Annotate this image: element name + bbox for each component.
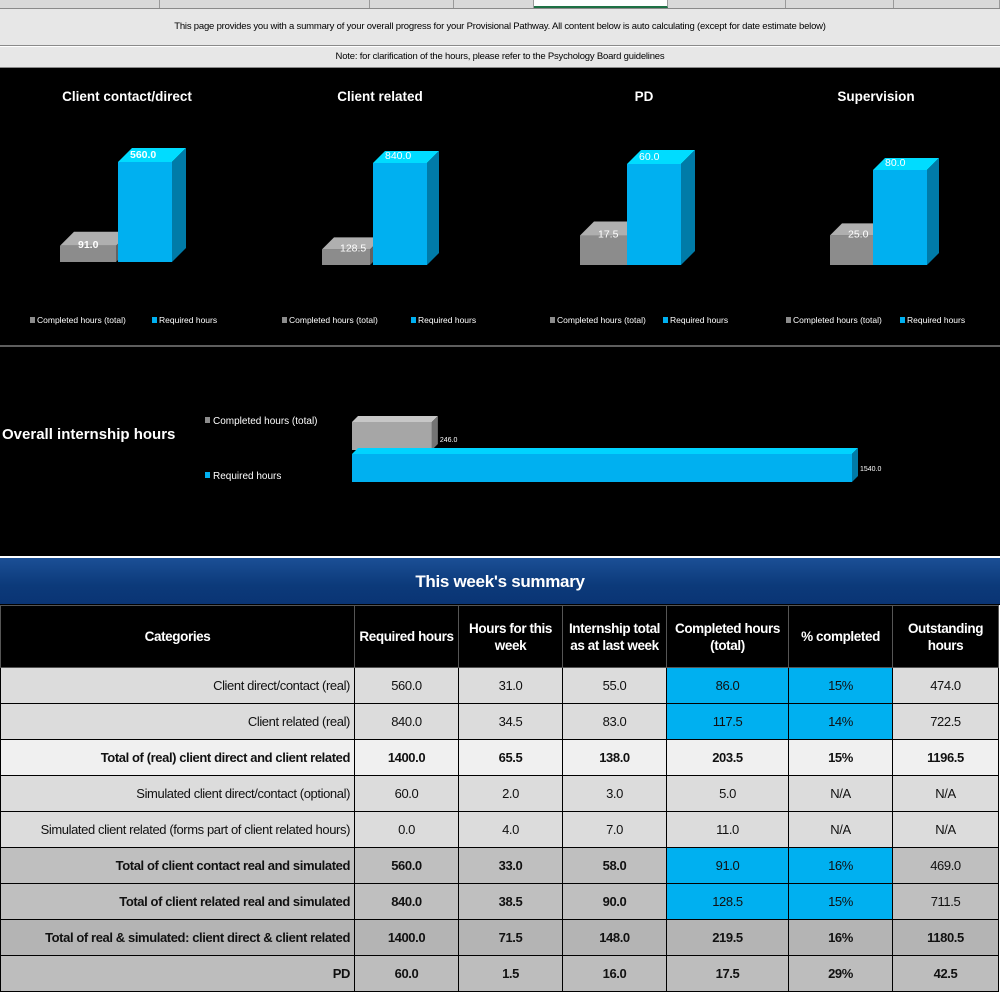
bar-required-0-side — [172, 148, 186, 262]
table-row — [1, 812, 999, 848]
legend-completed-0: Completed hours (total) — [37, 315, 126, 325]
bar-required-overall-front — [352, 454, 852, 482]
table-cell-completed-hours[interactable]: 128.5 — [667, 884, 789, 920]
bar-required-overall — [352, 448, 858, 482]
bar-required-3-front — [873, 170, 927, 265]
table-cell-outstanding-hours[interactable]: 722.5 — [893, 704, 999, 740]
column-header-categories[interactable]: Categories — [1, 606, 355, 668]
legend-swatch-required-3 — [900, 317, 905, 323]
row-category-cell[interactable]: Simulated client direct/contact (optional) — [1, 776, 355, 812]
table-cell-hours-this-week[interactable]: 1.5 — [459, 956, 563, 992]
table-row — [1, 704, 999, 740]
bar-required-0 — [118, 148, 186, 262]
table-row — [1, 920, 999, 956]
bar-required-1 — [373, 151, 439, 265]
bar-required-2 — [627, 150, 695, 265]
table-cell-hours-this-week[interactable]: 38.5 — [459, 884, 563, 920]
column-header-percent-completed[interactable]: % completed — [789, 606, 893, 668]
bar-required-2-front — [627, 164, 681, 265]
charts-canvas — [0, 68, 1000, 556]
chart-title-2: PD — [634, 89, 654, 104]
data-label-required-3: 80.0 — [885, 157, 906, 169]
table-cell-percent-completed[interactable]: 16% — [789, 920, 893, 956]
data-label-required-1: 840.0 — [385, 150, 412, 162]
table-cell-percent-completed[interactable]: N/A — [789, 812, 893, 848]
column-header-total-last-week[interactable]: Internship total as at last week — [563, 606, 667, 668]
table-cell-required-hours[interactable]: 840.0 — [355, 704, 459, 740]
sheet-tab[interactable] — [894, 0, 1000, 8]
summary-note: This page provides you with a summary of your overall progress for your Provisional Pathway. All content below is auto calculating (except for date estimate below) — [0, 8, 1000, 46]
legend-completed-1: Completed hours (total) — [289, 315, 378, 325]
legend-required-2: Required hours — [670, 315, 729, 325]
table-cell-required-hours[interactable]: 1400.0 — [355, 920, 459, 956]
table-cell-hours-this-week[interactable]: 2.0 — [459, 776, 563, 812]
table-cell-required-hours[interactable]: 0.0 — [355, 812, 459, 848]
bar-completed-overall-top — [352, 416, 438, 422]
column-header-completed-hours[interactable]: Completed hours (total) — [667, 606, 789, 668]
chart-title-0: Client contact/direct — [62, 89, 192, 104]
summary-title: This week's summary — [0, 558, 1000, 605]
legend-swatch-completed-overall — [205, 417, 210, 423]
table-cell-outstanding-hours[interactable]: N/A — [893, 812, 999, 848]
table-cell-hours-this-week[interactable]: 34.5 — [459, 704, 563, 740]
legend-swatch-completed-1 — [282, 317, 287, 323]
table-row — [1, 776, 999, 812]
column-header-hours-this-week[interactable]: Hours for this week — [459, 606, 563, 668]
table-cell-completed-hours[interactable]: 86.0 — [667, 668, 789, 704]
charts-dashboard — [0, 68, 1000, 556]
table-cell-completed-hours[interactable]: 5.0 — [667, 776, 789, 812]
row-category-cell[interactable]: Simulated client related (forms part of client related hours) — [1, 812, 355, 848]
sheet-tab[interactable] — [370, 0, 454, 8]
bar-required-overall-side — [852, 448, 858, 482]
data-label-required-0: 560.0 — [130, 149, 157, 161]
legend-required-1: Required hours — [418, 315, 477, 325]
table-row — [1, 884, 999, 920]
row-category-cell[interactable]: PD — [1, 956, 355, 992]
table-cell-total-last-week[interactable]: 90.0 — [563, 884, 667, 920]
table-cell-percent-completed[interactable]: 15% — [789, 740, 893, 776]
table-cell-completed-hours[interactable]: 117.5 — [667, 704, 789, 740]
chart-title-3: Supervision — [837, 89, 915, 104]
data-label-completed-overall: 246.0 — [439, 437, 458, 444]
legend-completed-2: Completed hours (total) — [557, 315, 646, 325]
clarification-note: Note: for clarification of the hours, please refer to the Psychology Board guidelines — [0, 47, 1000, 68]
row-category-cell[interactable]: Client direct/contact (real) — [1, 668, 355, 704]
table-cell-completed-hours[interactable]: 203.5 — [667, 740, 789, 776]
bar-required-2-side — [681, 150, 695, 265]
legend-swatch-required-1 — [411, 317, 416, 323]
row-category-cell[interactable]: Total of client related real and simulated — [1, 884, 355, 920]
sheet-tab[interactable] — [160, 0, 370, 8]
legend-completed-3: Completed hours (total) — [793, 315, 882, 325]
legend-swatch-required-2 — [663, 317, 668, 323]
table-cell-hours-this-week[interactable]: 65.5 — [459, 740, 563, 776]
sheet-tab-active[interactable] — [534, 0, 668, 8]
table-row — [1, 740, 999, 776]
table-cell-outstanding-hours[interactable]: 42.5 — [893, 956, 999, 992]
table-cell-completed-hours[interactable]: 219.5 — [667, 920, 789, 956]
table-cell-hours-this-week[interactable]: 33.0 — [459, 848, 563, 884]
legend-swatch-completed-3 — [786, 317, 791, 323]
bar-required-3-side — [927, 158, 939, 265]
legend-swatch-required-0 — [152, 317, 157, 323]
table-cell-required-hours[interactable]: 560.0 — [355, 848, 459, 884]
table-cell-hours-this-week[interactable]: 4.0 — [459, 812, 563, 848]
table-cell-hours-this-week[interactable]: 31.0 — [459, 668, 563, 704]
bar-completed-overall-side — [432, 416, 438, 450]
overall-chart-title: Overall internship hours — [2, 426, 176, 443]
legend-swatch-completed-2 — [550, 317, 555, 323]
summary-table — [0, 605, 999, 992]
bar-completed-overall — [352, 416, 438, 450]
table-cell-outstanding-hours[interactable]: 469.0 — [893, 848, 999, 884]
table-cell-total-last-week[interactable]: 55.0 — [563, 668, 667, 704]
table-cell-required-hours[interactable]: 840.0 — [355, 884, 459, 920]
table-cell-total-last-week[interactable]: 83.0 — [563, 704, 667, 740]
table-cell-percent-completed[interactable]: 14% — [789, 704, 893, 740]
bar-required-3 — [873, 158, 939, 265]
table-cell-completed-hours[interactable]: 17.5 — [667, 956, 789, 992]
table-cell-completed-hours[interactable]: 11.0 — [667, 812, 789, 848]
row-category-cell[interactable]: Total of (real) client direct and client related — [1, 740, 355, 776]
table-cell-required-hours[interactable]: 60.0 — [355, 956, 459, 992]
bar-completed-overall-front — [352, 422, 432, 450]
chart-title-1: Client related — [337, 89, 423, 104]
column-header-outstanding-hours[interactable]: Outstanding hours — [893, 606, 999, 668]
table-cell-percent-completed[interactable]: 29% — [789, 956, 893, 992]
table-cell-total-last-week[interactable]: 148.0 — [563, 920, 667, 956]
bar-required-overall-top — [352, 448, 858, 454]
sheet-tab[interactable] — [454, 0, 534, 8]
table-cell-percent-completed[interactable]: N/A — [789, 776, 893, 812]
table-cell-outstanding-hours[interactable]: 1180.5 — [893, 920, 999, 956]
table-cell-percent-completed[interactable]: 15% — [789, 668, 893, 704]
bar-required-1-side — [427, 151, 439, 265]
table-cell-total-last-week[interactable]: 58.0 — [563, 848, 667, 884]
legend-required-overall: Required hours — [213, 471, 282, 482]
data-label-completed-3: 25.0 — [848, 228, 869, 241]
table-cell-required-hours[interactable]: 560.0 — [355, 668, 459, 704]
data-label-required-2: 60.0 — [639, 151, 660, 163]
bar-required-0-front — [118, 162, 172, 262]
table-cell-total-last-week[interactable]: 16.0 — [563, 956, 667, 992]
table-cell-outstanding-hours[interactable]: 1196.5 — [893, 740, 999, 776]
legend-completed-overall: Completed hours (total) — [213, 416, 318, 427]
bar-required-1-front — [373, 163, 427, 265]
table-cell-total-last-week[interactable]: 3.0 — [563, 776, 667, 812]
legend-swatch-completed-0 — [30, 317, 35, 323]
table-cell-required-hours[interactable]: 1400.0 — [355, 740, 459, 776]
sheet-tab[interactable] — [786, 0, 894, 8]
data-label-completed-2: 17.5 — [598, 228, 619, 241]
table-cell-total-last-week[interactable]: 7.0 — [563, 812, 667, 848]
summary-header-row — [1, 606, 999, 668]
table-row — [1, 956, 999, 992]
data-label-completed-0: 91.0 — [78, 238, 99, 251]
table-cell-outstanding-hours[interactable]: 711.5 — [893, 884, 999, 920]
row-category-cell[interactable]: Total of client contact real and simulated — [1, 848, 355, 884]
table-cell-outstanding-hours[interactable]: N/A — [893, 776, 999, 812]
table-row — [1, 668, 999, 704]
table-cell-total-last-week[interactable]: 138.0 — [563, 740, 667, 776]
table-cell-hours-this-week[interactable]: 71.5 — [459, 920, 563, 956]
data-label-required-overall: 1540.0 — [860, 466, 882, 473]
sheet-tab[interactable] — [668, 0, 786, 8]
legend-swatch-required-overall — [205, 472, 210, 478]
legend-required-0: Required hours — [159, 315, 218, 325]
sheet-tab-strip — [0, 0, 1000, 8]
table-cell-completed-hours[interactable]: 91.0 — [667, 848, 789, 884]
column-header-required-hours[interactable]: Required hours — [355, 606, 459, 668]
table-cell-outstanding-hours[interactable]: 474.0 — [893, 668, 999, 704]
legend-required-3: Required hours — [907, 315, 966, 325]
data-label-completed-1: 128.5 — [340, 242, 367, 255]
table-row — [1, 848, 999, 884]
table-cell-required-hours[interactable]: 60.0 — [355, 776, 459, 812]
table-cell-percent-completed[interactable]: 16% — [789, 848, 893, 884]
table-cell-percent-completed[interactable]: 15% — [789, 884, 893, 920]
sheet-tab[interactable] — [0, 0, 160, 8]
row-category-cell[interactable]: Client related (real) — [1, 704, 355, 740]
row-category-cell[interactable]: Total of real & simulated: client direct & client related — [1, 920, 355, 956]
